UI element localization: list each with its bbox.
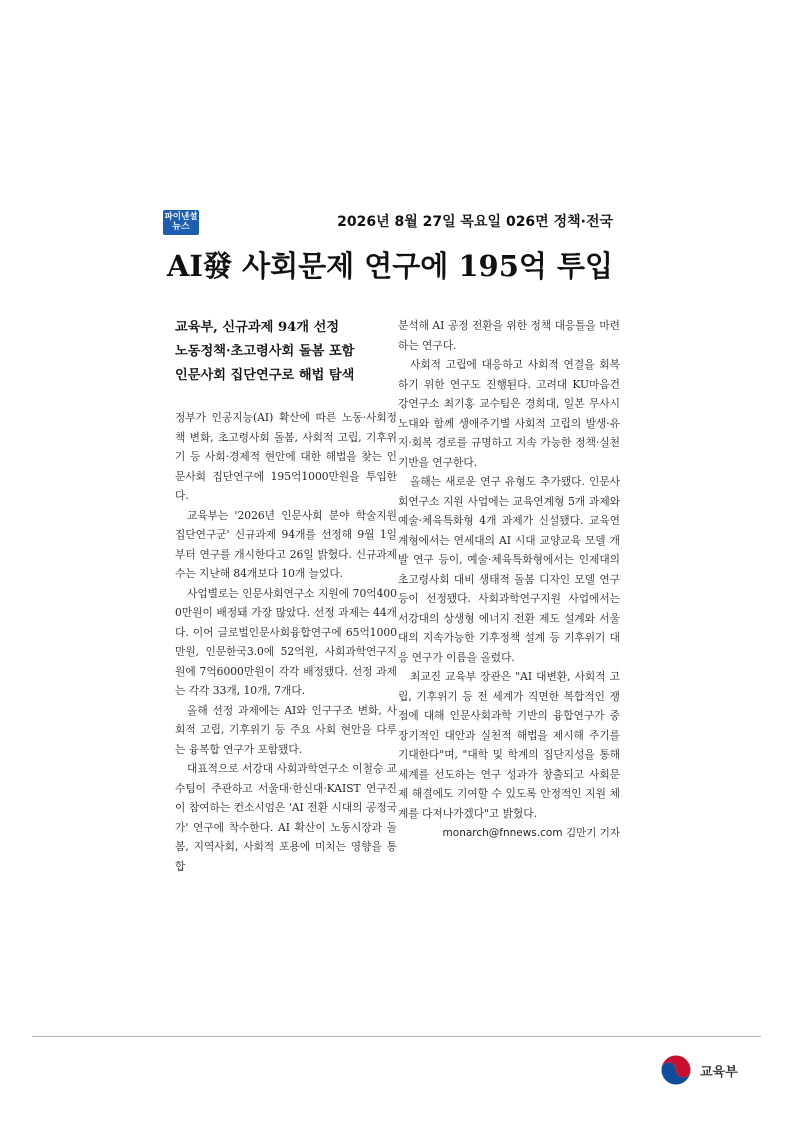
article-column-left	[175, 316, 397, 876]
paragraph: 최교진 교육부 장관은 "AI 대변환, 사회적 고립, 기후위기 등 전 세계가 직면한 복합적인 쟁점에 대해 인문사회과학 기반의 융합연구가 중장기적인 대안과 실천적 해법을 제시해 주기를 기대한다"며, "대학 및 학계의 집단지성을 통해 세계를 선도하는 연구 성과가 창출되고 사회문제 해결에도 기여할 수 있도록 안정적인 지원 체계를 다져나가겠다"고 밝혔다.	[398, 670, 620, 820]
paragraph: 대표적으로 서강대 사회과학연구소 이철승 교수팀이 주관하고 서울대·한신대·KAIST 연구진이 참여하는 컨소시엄은 'AI 전환 시대의 공정국가' 연구에 착수한다. AI 확산이 노동시장과 돌봄, 지역사회, 사회적 포용에 미치는 영향을 통합	[175, 762, 397, 873]
subhead-3: 인문사회 집단연구로 해법 탐색	[175, 368, 355, 383]
logo-line1: 파이낸셜	[164, 212, 198, 223]
paragraph: 교육부는 '2026년 인문사회 분야 학술지원 집단연구군' 신규과제 94개를 선정해 9월 1일부터 연구를 개시한다고 26일 밝혔다. 신규과제 수는 지난해 84개보다 10개 늘었다.	[175, 508, 397, 580]
headline: AI發 사회문제 연구에 195억 투입	[166, 249, 614, 283]
subheads	[175, 316, 397, 388]
paragraph: 정부가 인공지능(AI) 확산에 따른 노동·사회정책 변화, 초고령사회 돌봄, 사회적 고립, 기후위기 등 사회·경제적 현안에 대한 해법을 찾는 인문사회 집단연구에 195억1000만원을 투입한다.	[175, 411, 397, 502]
taegeuk-emblem-icon	[658, 1052, 694, 1088]
paragraph: 올해는 새로운 연구 유형도 추가됐다. 인문사회연구소 지원 사업에는 교육연계형 5개 과제와 예술·체육특화형 4개 과제가 신설됐다. 교육연계형에서는 연세대의 AI 시대 교양교육 모델 개발 연구 등이, 예술·체육특화형에서는 인제대의 초고령사회 대비 생태적 돌봄 디자인 모델 연구 등이 선정됐다. 사회과학연구지원 사업에서는 서강대의 상생형 에너지 전환 제도 설계와 서울대의 지속가능한 기후정책 설계 등 기후위기 대응 연구가 이름을 올렸다.	[398, 475, 620, 664]
logo-line2: 뉴스	[172, 221, 190, 232]
article-column-right	[398, 316, 620, 843]
paragraph: 분석해 AI 공정 전환을 위한 정책 대응틀을 마련하는 연구다.	[398, 319, 620, 352]
dateline: 2026년 8월 27일 목요일 026면 정책·전국	[337, 214, 613, 230]
ministry-label: 교육부	[700, 1064, 738, 1080]
footer-divider	[32, 1036, 761, 1037]
paragraph: 사회적 고립에 대응하고 사회적 연결을 회복하기 위한 연구도 진행된다. 고려대 KU마음건강연구소 최기홍 교수팀은 경희대, 일본 무사시노대와 함께 생애주기별 사회적 고립의 발생·유지·회복 경로를 규명하고 지속 가능한 정책·실천 기반을 연구한다.	[398, 358, 620, 469]
subhead-2: 노동정책·초고령사회 돌봄 포함	[175, 344, 355, 359]
reporter-name: 김만기 기자	[565, 827, 620, 839]
paragraph: 사업별로는 인문사회연구소 지원에 70억4000만원이 배정돼 가장 많았다. 선정 과제는 44개다. 이어 글로벌인문사회융합연구에 65억1000만원, 인문한국3.0에 52억원, 사회과학연구지원에 7억6000만원이 각각 배정됐다. 선정 과제는 각각 33개, 10개, 7개다.	[175, 586, 397, 697]
fn-news-logo	[163, 210, 199, 235]
ministry-logo	[658, 1052, 738, 1088]
subhead-1: 교육부, 신규과제 94개 선정	[175, 320, 340, 335]
reporter-email: monarch@fnnews.com	[442, 827, 563, 839]
paragraph: 올해 선정 과제에는 AI와 인구구조 변화, 사회적 고립, 기후위기 등 주요 사회 현안을 다루는 융복합 연구가 포함됐다.	[175, 703, 397, 756]
byline	[398, 823, 620, 843]
